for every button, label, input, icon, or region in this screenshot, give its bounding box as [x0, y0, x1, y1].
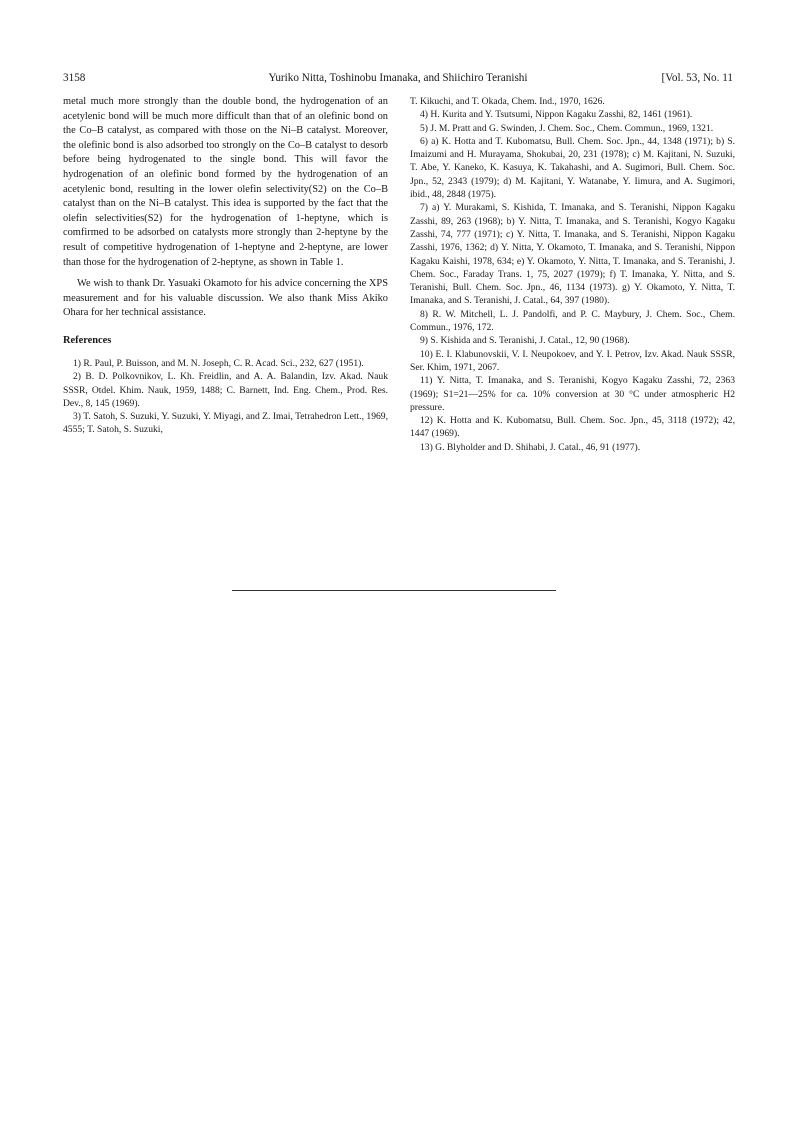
reference-item: 12) K. Hotta and K. Kubomatsu, Bull. Chem. Soc. Jpn., 45, 3118 (1972); 42, 1447 (1969). [410, 415, 735, 440]
body-paragraph: metal much more strongly than the double bond, the hydrogenation of an acetylenic bond will be much more difficult than that of an olefinic bond on the Co–B catalyst, as compared with those on the Ni–B catalyst. Moreover, the olefinic bond is also adsorbed too strongly on the Co–B catalyst to desorb before being hydrogenated to the single bond. This will favor the hydrogenation of an olefinic bond formed by the hydrogenation of an acetylenic bond, resulting in the lower olefin selectivity(S2) on the Co–B catalyst than on the Ni–B catalyst. This idea is supported by the fact that the olefin selectivities(S2) for the hydrogenation of 1-heptyne, which is comfirmed to be adsorbed on catalysts more strongly than 2-heptyne by the result of competitive hydrogenation of 1-heptyne and 2-heptyne, are lower than those for the hydrogenation of 2-heptyne, as shown in Table 1. [63, 96, 388, 268]
running-header [63, 70, 733, 86]
reference-item: 2) B. D. Polkovnikov, L. Kh. Freidlin, and A. A. Balandin, Izv. Akad. Nauk SSSR, Otdel. Khim. Nauk, 1959, 1488; C. Barnett, Ind. Eng. Chem., Prod. Res. Dev., 8, 145 (1969). [63, 371, 388, 409]
reference-item: 3) T. Satoh, S. Suzuki, Y. Suzuki, Y. Miyagi, and Z. Imai, Tetrahedron Lett., 1969, 4555; T. Satoh, S. Suzuki, [63, 411, 388, 436]
reference-item: 9) S. Kishida and S. Teranishi, J. Catal., 12, 90 (1968). [420, 335, 630, 347]
reference-item: 10) E. I. Klabunovskii, V. I. Neupokoev, and Y. I. Petrov, Izv. Akad. Nauk SSSR, Ser. Khim, 1971, 2067. [410, 348, 735, 373]
reference-continuation: T. Kikuchi, and T. Okada, Chem. Ind., 1970, 1626. [410, 96, 605, 107]
acknowledgment-paragraph: We wish to thank Dr. Yasuaki Okamoto for his advice concerning the XPS measurement and for his valuable discussion. We also thank Miss Akiko Ohara for her technical assistance. [63, 278, 388, 319]
reference-item: 5) J. M. Pratt and G. Swinden, J. Chem. Soc., Chem. Commun., 1969, 1321. [420, 122, 714, 134]
reference-item: 8) R. W. Mitchell, L. J. Pandolfi, and P. C. Maybury, J. Chem. Soc., Chem. Commun., 1976, 172. [410, 308, 735, 334]
right-column [410, 95, 735, 454]
running-authors: Yuriko Nitta, Toshinobu Imanaka, and Shiichiro Teranishi [268, 72, 528, 84]
reference-item: 11) Y. Nitta, T. Imanaka, and S. Teranishi, Kogyo Kagaku Zasshi, 72, 2363 (1969); S1=21—25% for ca. 10% conversion at 30 °C under atmospheric H2 pressure. [410, 375, 735, 413]
reference-item: 6) a) K. Hotta and T. Kubomatsu, Bull. Chem. Soc. Jpn., 44, 1348 (1971); b) S. Imaizumi and H. Murayama, Shokubai, 20, 231 (1978); c) M. Kajitani, N. Suzuki, T. Abe, Y. Kaneko, K. Kasuya, K. Takahashi, and A. Sugimori, Bull. Chem. Soc. Jpn., 52, 2343 (1979); d) M. Kajitani, Y. Watanabe, Y. Iimura, and A. Sugimori, ibid., 48, 2848 (1975). [410, 135, 735, 201]
references-heading: References [63, 334, 112, 346]
reference-item: 1) R. Paul, P. Buisson, and M. N. Joseph, C. R. Acad. Sci., 232, 627 (1951). [73, 357, 364, 369]
end-rule [232, 590, 556, 591]
reference-item: 4) H. Kurita and Y. Tsutsumi, Nippon Kagaku Zasshi, 82, 1461 (1961). [420, 109, 693, 121]
volume-info: [Vol. 53, No. 11 [661, 72, 733, 84]
reference-item: 7) a) Y. Murakami, S. Kishida, T. Imanaka, and S. Teranishi, Nippon Kagaku Zasshi, 89, 263 (1968); b) Y. Nitta, T. Imanaka, and S. Teranishi, Kogyo Kagaku Zasshi, 74, 777 (1971); c) Y. Nitta, T. Imanaka, and S. Teranishi, Nippon Kagaku Zasshi, 1976, 1362; d) Y. Nitta, Y. Okamoto, T. Imanaka, and S. Teranishi, Nippon Kagaku Kaishi, 1978, 634; e) Y. Okamoto, Y. Nitta, T. Imanaka, and S. Teranishi, J. Chem. Soc., Faraday Trans. 1, 75, 2027 (1979); f) T. Imanaka, Y. Nitta, and S. Teranishi, Bull. Chem. Soc. Jpn., 46, 1134 (1973). g) Y. Okamoto, Y. Nitta, T. Imanaka, and S. Teranishi, J. Catal., 64, 397 (1980). [410, 202, 735, 307]
left-column [63, 95, 388, 437]
page-number: 3158 [63, 72, 86, 84]
reference-item: 13) G. Blyholder and D. Shihabi, J. Catal., 46, 91 (1977). [420, 441, 641, 453]
